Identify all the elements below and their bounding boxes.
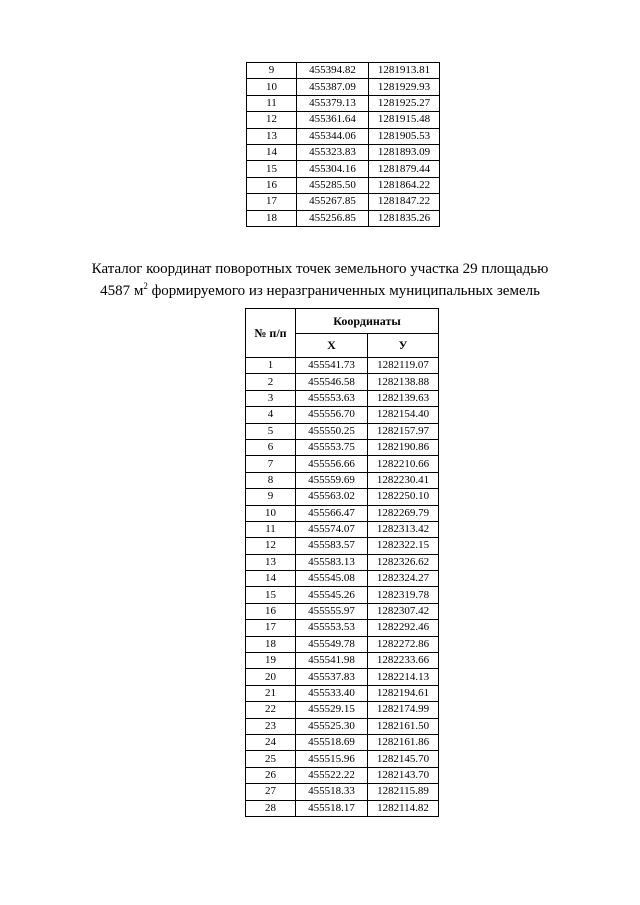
y-coordinate-cell: 1282307.42 — [368, 603, 439, 619]
table-row — [246, 374, 439, 390]
y-coordinate-cell: 1282292.46 — [368, 620, 439, 636]
table-row — [246, 620, 439, 636]
table-row — [246, 800, 439, 816]
x-coordinate-cell: 455583.13 — [296, 554, 368, 570]
y-coordinate-cell: 1282230.41 — [368, 472, 439, 488]
x-coordinate-cell: 455545.08 — [296, 571, 368, 587]
point-number-cell: 6 — [246, 439, 296, 455]
coordinates-table-continued — [246, 62, 440, 227]
x-coordinate-cell: 455541.73 — [296, 358, 368, 374]
point-number-cell: 24 — [246, 734, 296, 750]
point-number-cell: 13 — [246, 554, 296, 570]
table-row — [247, 95, 440, 111]
x-coordinate-cell: 455559.69 — [296, 472, 368, 488]
area-unit-superscript: 2 — [143, 281, 148, 291]
y-coordinate-cell: 1282250.10 — [368, 489, 439, 505]
y-coordinate-cell: 1282161.50 — [368, 718, 439, 734]
x-coordinate-cell: 455566.47 — [296, 505, 368, 521]
point-number-cell: 9 — [246, 489, 296, 505]
x-coordinate-cell: 455323.83 — [297, 144, 369, 160]
table-row — [246, 407, 439, 423]
y-coordinate-cell: 1282322.15 — [368, 538, 439, 554]
point-number-cell: 4 — [246, 407, 296, 423]
point-number-cell: 22 — [246, 702, 296, 718]
table-row — [246, 702, 439, 718]
table-row — [246, 472, 439, 488]
y-coordinate-cell: 1281925.27 — [369, 95, 440, 111]
x-coordinate-cell: 455546.58 — [296, 374, 368, 390]
x-coordinate-cell: 455518.33 — [296, 784, 368, 800]
table-row — [246, 554, 439, 570]
table-row — [247, 112, 440, 128]
point-number-cell: 18 — [247, 210, 297, 226]
table-row — [246, 636, 439, 652]
header-x: Х — [296, 334, 368, 358]
table-row — [247, 194, 440, 210]
coordinates-table-continued-body — [247, 63, 440, 227]
coordinates-table-header — [246, 309, 439, 358]
area-value: 4587 м — [100, 283, 144, 299]
x-coordinate-cell: 455555.97 — [296, 603, 368, 619]
y-coordinate-cell: 1282143.70 — [368, 767, 439, 783]
y-coordinate-cell: 1281864.22 — [369, 177, 440, 193]
catalog-title-line2 — [0, 280, 640, 302]
point-number-cell: 26 — [246, 767, 296, 783]
x-coordinate-cell: 455574.07 — [296, 521, 368, 537]
point-number-cell: 17 — [247, 194, 297, 210]
point-number-cell: 1 — [246, 358, 296, 374]
point-number-cell: 12 — [246, 538, 296, 554]
table-row — [246, 669, 439, 685]
x-coordinate-cell: 455518.69 — [296, 734, 368, 750]
point-number-cell: 19 — [246, 653, 296, 669]
y-coordinate-cell: 1281905.53 — [369, 128, 440, 144]
x-coordinate-cell: 455533.40 — [296, 685, 368, 701]
table-row — [246, 538, 439, 554]
table-row — [246, 767, 439, 783]
y-coordinate-cell: 1282139.63 — [368, 390, 439, 406]
y-coordinate-cell: 1282161.86 — [368, 734, 439, 750]
point-number-cell: 2 — [246, 374, 296, 390]
x-coordinate-cell: 455518.17 — [296, 800, 368, 816]
x-coordinate-cell: 455344.06 — [297, 128, 369, 144]
x-coordinate-cell: 455563.02 — [296, 489, 368, 505]
table-row — [247, 128, 440, 144]
table-row — [247, 79, 440, 95]
point-number-cell: 9 — [247, 63, 297, 79]
point-number-cell: 20 — [246, 669, 296, 685]
point-number-cell: 15 — [247, 161, 297, 177]
y-coordinate-cell: 1281893.09 — [369, 144, 440, 160]
x-coordinate-cell: 455553.53 — [296, 620, 368, 636]
y-coordinate-cell: 1282269.79 — [368, 505, 439, 521]
y-coordinate-cell: 1282119.07 — [368, 358, 439, 374]
table-row — [247, 144, 440, 160]
x-coordinate-cell: 455537.83 — [296, 669, 368, 685]
table-row — [247, 63, 440, 79]
x-coordinate-cell: 455394.82 — [297, 63, 369, 79]
y-coordinate-cell: 1282272.86 — [368, 636, 439, 652]
catalog-title — [0, 258, 640, 302]
y-coordinate-cell: 1281847.22 — [369, 194, 440, 210]
x-coordinate-cell: 455304.16 — [297, 161, 369, 177]
header-y: У — [368, 334, 439, 358]
table-row — [247, 177, 440, 193]
y-coordinate-cell: 1282326.62 — [368, 554, 439, 570]
x-coordinate-cell: 455541.98 — [296, 653, 368, 669]
y-coordinate-cell: 1282210.66 — [368, 456, 439, 472]
x-coordinate-cell: 455545.26 — [296, 587, 368, 603]
point-number-cell: 11 — [246, 521, 296, 537]
x-coordinate-cell: 455522.22 — [296, 767, 368, 783]
point-number-cell: 14 — [247, 144, 297, 160]
table-row — [246, 423, 439, 439]
point-number-cell: 12 — [247, 112, 297, 128]
point-number-cell: 7 — [246, 456, 296, 472]
y-coordinate-cell: 1282313.42 — [368, 521, 439, 537]
y-coordinate-cell: 1282214.13 — [368, 669, 439, 685]
y-coordinate-cell: 1281915.48 — [369, 112, 440, 128]
point-number-cell: 17 — [246, 620, 296, 636]
x-coordinate-cell: 455556.70 — [296, 407, 368, 423]
y-coordinate-cell: 1282174.99 — [368, 702, 439, 718]
y-coordinate-cell: 1282154.40 — [368, 407, 439, 423]
point-number-cell: 11 — [247, 95, 297, 111]
table-row — [246, 521, 439, 537]
y-coordinate-cell: 1281913.81 — [369, 63, 440, 79]
table-row — [246, 390, 439, 406]
y-coordinate-cell: 1282194.61 — [368, 685, 439, 701]
point-number-cell: 27 — [246, 784, 296, 800]
table-row — [246, 505, 439, 521]
x-coordinate-cell: 455267.85 — [297, 194, 369, 210]
y-coordinate-cell: 1282145.70 — [368, 751, 439, 767]
table-row — [246, 587, 439, 603]
point-number-cell: 3 — [246, 390, 296, 406]
table-row — [247, 161, 440, 177]
y-coordinate-cell: 1282138.88 — [368, 374, 439, 390]
point-number-cell: 25 — [246, 751, 296, 767]
point-number-cell: 10 — [247, 79, 297, 95]
coordinates-table-plot-29 — [245, 308, 439, 817]
table-row — [246, 784, 439, 800]
y-coordinate-cell: 1282319.78 — [368, 587, 439, 603]
y-coordinate-cell: 1282115.89 — [368, 784, 439, 800]
x-coordinate-cell: 455549.78 — [296, 636, 368, 652]
table-row — [246, 456, 439, 472]
table-row — [246, 358, 439, 374]
table-row — [246, 603, 439, 619]
table-row — [246, 439, 439, 455]
point-number-cell: 16 — [246, 603, 296, 619]
x-coordinate-cell: 455553.75 — [296, 439, 368, 455]
x-coordinate-cell: 455387.09 — [297, 79, 369, 95]
x-coordinate-cell: 455583.57 — [296, 538, 368, 554]
header-point-number: № п/п — [246, 309, 296, 358]
y-coordinate-cell: 1281835.26 — [369, 210, 440, 226]
table-row — [246, 718, 439, 734]
point-number-cell: 23 — [246, 718, 296, 734]
x-coordinate-cell: 455525.30 — [296, 718, 368, 734]
catalog-title-line1: Каталог координат поворотных точек земельного участка 29 площадью — [91, 261, 549, 277]
x-coordinate-cell: 455379.13 — [297, 95, 369, 111]
catalog-title-line2-rest: формируемого из неразграниченных муниципальных земель — [147, 283, 540, 299]
table-row — [246, 571, 439, 587]
y-coordinate-cell: 1281879.44 — [369, 161, 440, 177]
table-row — [246, 653, 439, 669]
point-number-cell: 15 — [246, 587, 296, 603]
y-coordinate-cell: 1282233.66 — [368, 653, 439, 669]
y-coordinate-cell: 1282190.86 — [368, 439, 439, 455]
x-coordinate-cell: 455556.66 — [296, 456, 368, 472]
point-number-cell: 21 — [246, 685, 296, 701]
x-coordinate-cell: 455285.50 — [297, 177, 369, 193]
x-coordinate-cell: 455361.64 — [297, 112, 369, 128]
y-coordinate-cell: 1282157.97 — [368, 423, 439, 439]
point-number-cell: 16 — [247, 177, 297, 193]
y-coordinate-cell: 1281929.93 — [369, 79, 440, 95]
header-coordinates: Координаты — [296, 309, 439, 334]
x-coordinate-cell: 455529.15 — [296, 702, 368, 718]
point-number-cell: 14 — [246, 571, 296, 587]
point-number-cell: 10 — [246, 505, 296, 521]
table-row — [246, 489, 439, 505]
y-coordinate-cell: 1282324.27 — [368, 571, 439, 587]
coordinates-table-body — [246, 358, 439, 817]
x-coordinate-cell: 455550.25 — [296, 423, 368, 439]
x-coordinate-cell: 455553.63 — [296, 390, 368, 406]
y-coordinate-cell: 1282114.82 — [368, 800, 439, 816]
table-row — [246, 685, 439, 701]
point-number-cell: 28 — [246, 800, 296, 816]
x-coordinate-cell: 455256.85 — [297, 210, 369, 226]
point-number-cell: 8 — [246, 472, 296, 488]
table-row — [246, 751, 439, 767]
x-coordinate-cell: 455515.96 — [296, 751, 368, 767]
table-row — [247, 210, 440, 226]
point-number-cell: 13 — [247, 128, 297, 144]
table-row — [246, 734, 439, 750]
point-number-cell: 18 — [246, 636, 296, 652]
point-number-cell: 5 — [246, 423, 296, 439]
